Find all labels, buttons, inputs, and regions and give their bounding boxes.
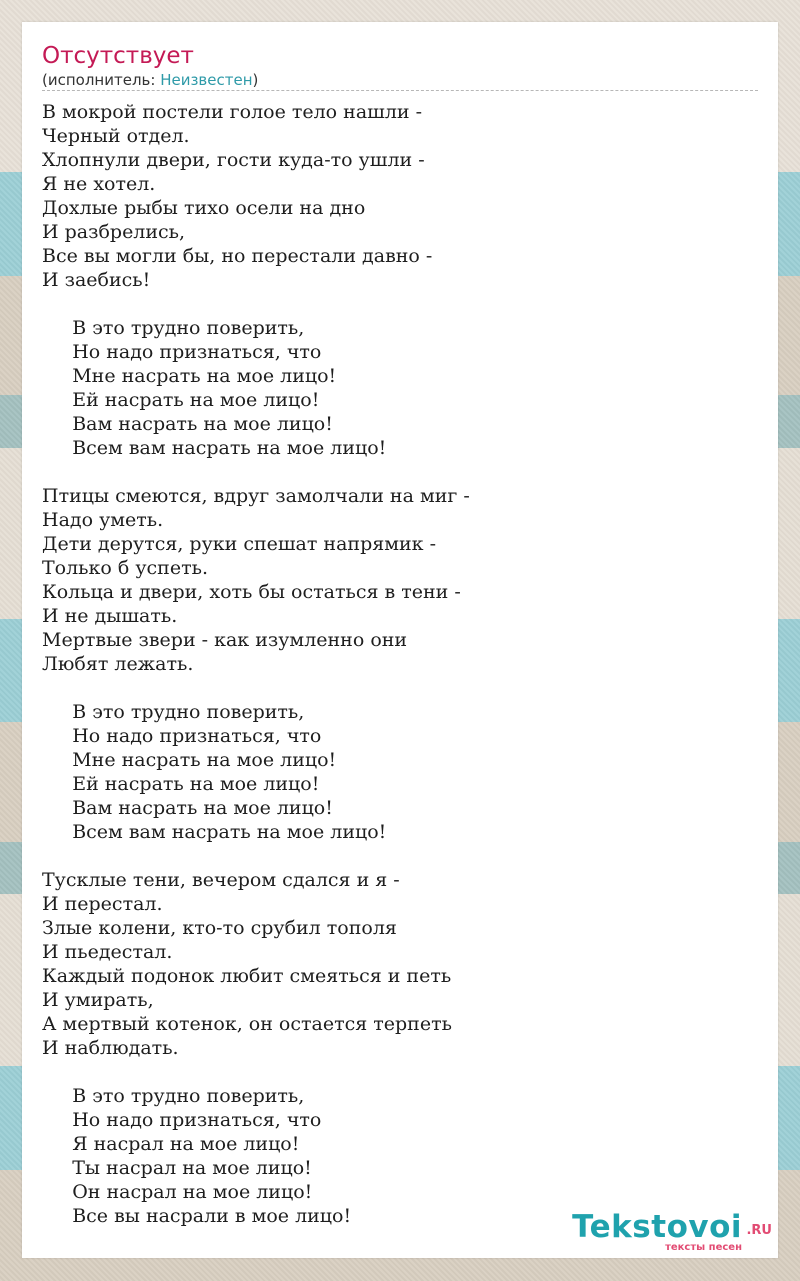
lyric-line: В это трудно поверить,: [42, 1085, 305, 1107]
performer-suffix: ): [252, 71, 259, 89]
lyric-line: И не дышать.: [42, 605, 178, 627]
lyric-line: [42, 676, 470, 700]
lyric-line: Я насрал на мое лицо!: [42, 1133, 300, 1155]
lyric-line: Злые колени, кто-то срубил тополя: [42, 917, 397, 939]
lyric-line: Ты насрал на мое лицо!: [42, 1157, 312, 1179]
lyric-line: Черный отдел.: [42, 125, 190, 147]
lyric-line: Мне насрать на мое лицо!: [42, 749, 337, 771]
lyric-line: Мертвые звери - как изумленно они: [42, 629, 408, 651]
lyric-line: Но надо признаться, что: [42, 725, 322, 747]
lyric-line: Ей насрать на мое лицо!: [42, 773, 320, 795]
lyric-line: В это трудно поверить,: [42, 701, 305, 723]
lyric-line: И умирать,: [42, 989, 154, 1011]
lyric-line: Всем вам насрать на мое лицо!: [42, 821, 387, 843]
logo-tld: .RU: [746, 1223, 772, 1238]
lyric-line: Надо уметь.: [42, 509, 164, 531]
logo-brand: Tekstovoi: [572, 1209, 742, 1245]
song-title: Отсутствует: [42, 43, 194, 69]
lyric-line: [42, 844, 470, 868]
performer-prefix: (исполнитель:: [42, 71, 161, 89]
lyric-line: [42, 460, 470, 484]
lyric-line: Он насрал на мое лицо!: [42, 1181, 313, 1203]
performer-line: [42, 71, 258, 89]
lyric-line: А мертвый котенок, он остается терпеть: [42, 1013, 452, 1035]
lyric-line: И перестал.: [42, 893, 163, 915]
lyric-line: Каждый подонок любит смеяться и петь: [42, 965, 452, 987]
lyric-line: Дети дерутся, руки спешат напрямик -: [42, 533, 436, 555]
lyric-line: Но надо признаться, что: [42, 341, 322, 363]
lyric-line: Вам насрать на мое лицо!: [42, 413, 333, 435]
logo-tagline: тексты песен: [665, 1242, 742, 1253]
lyric-line: Любят лежать.: [42, 653, 194, 675]
lyric-line: Дохлые рыбы тихо осели на дно: [42, 197, 366, 219]
lyric-line: Хлопнули двери, гости куда-то ушли -: [42, 149, 425, 171]
lyric-line: Ей насрать на мое лицо!: [42, 389, 320, 411]
header-divider: [42, 90, 758, 91]
lyric-line: [42, 292, 470, 316]
site-logo[interactable]: [562, 1210, 772, 1254]
lyric-line: Кольца и двери, хоть бы остаться в тени -: [42, 581, 461, 603]
lyric-line: Птицы смеются, вдруг замолчали на миг -: [42, 485, 470, 507]
lyric-line: Вам насрать на мое лицо!: [42, 797, 333, 819]
lyric-line: Все вы насрали в мое лицо!: [42, 1205, 352, 1227]
lyric-line: И наблюдать.: [42, 1037, 179, 1059]
lyric-line: И пьедестал.: [42, 941, 173, 963]
lyrics-text: [42, 100, 470, 1228]
artist-link[interactable]: Неизвестен: [160, 71, 253, 89]
lyric-line: Только б успеть.: [42, 557, 208, 579]
lyric-line: В мокрой постели голое тело нашли -: [42, 101, 423, 123]
lyric-line: Мне насрать на мое лицо!: [42, 365, 337, 387]
lyric-line: Я не хотел.: [42, 173, 156, 195]
lyric-line: Все вы могли бы, но перестали давно -: [42, 245, 433, 267]
lyric-line: И разбрелись,: [42, 221, 186, 243]
lyrics-card: [22, 22, 778, 1258]
lyric-line: И заебись!: [42, 269, 151, 291]
lyric-line: [42, 1060, 470, 1084]
lyric-line: Всем вам насрать на мое лицо!: [42, 437, 387, 459]
lyric-line: Но надо признаться, что: [42, 1109, 322, 1131]
lyric-line: Тусклые тени, вечером сдался и я -: [42, 869, 400, 891]
lyric-line: В это трудно поверить,: [42, 317, 305, 339]
